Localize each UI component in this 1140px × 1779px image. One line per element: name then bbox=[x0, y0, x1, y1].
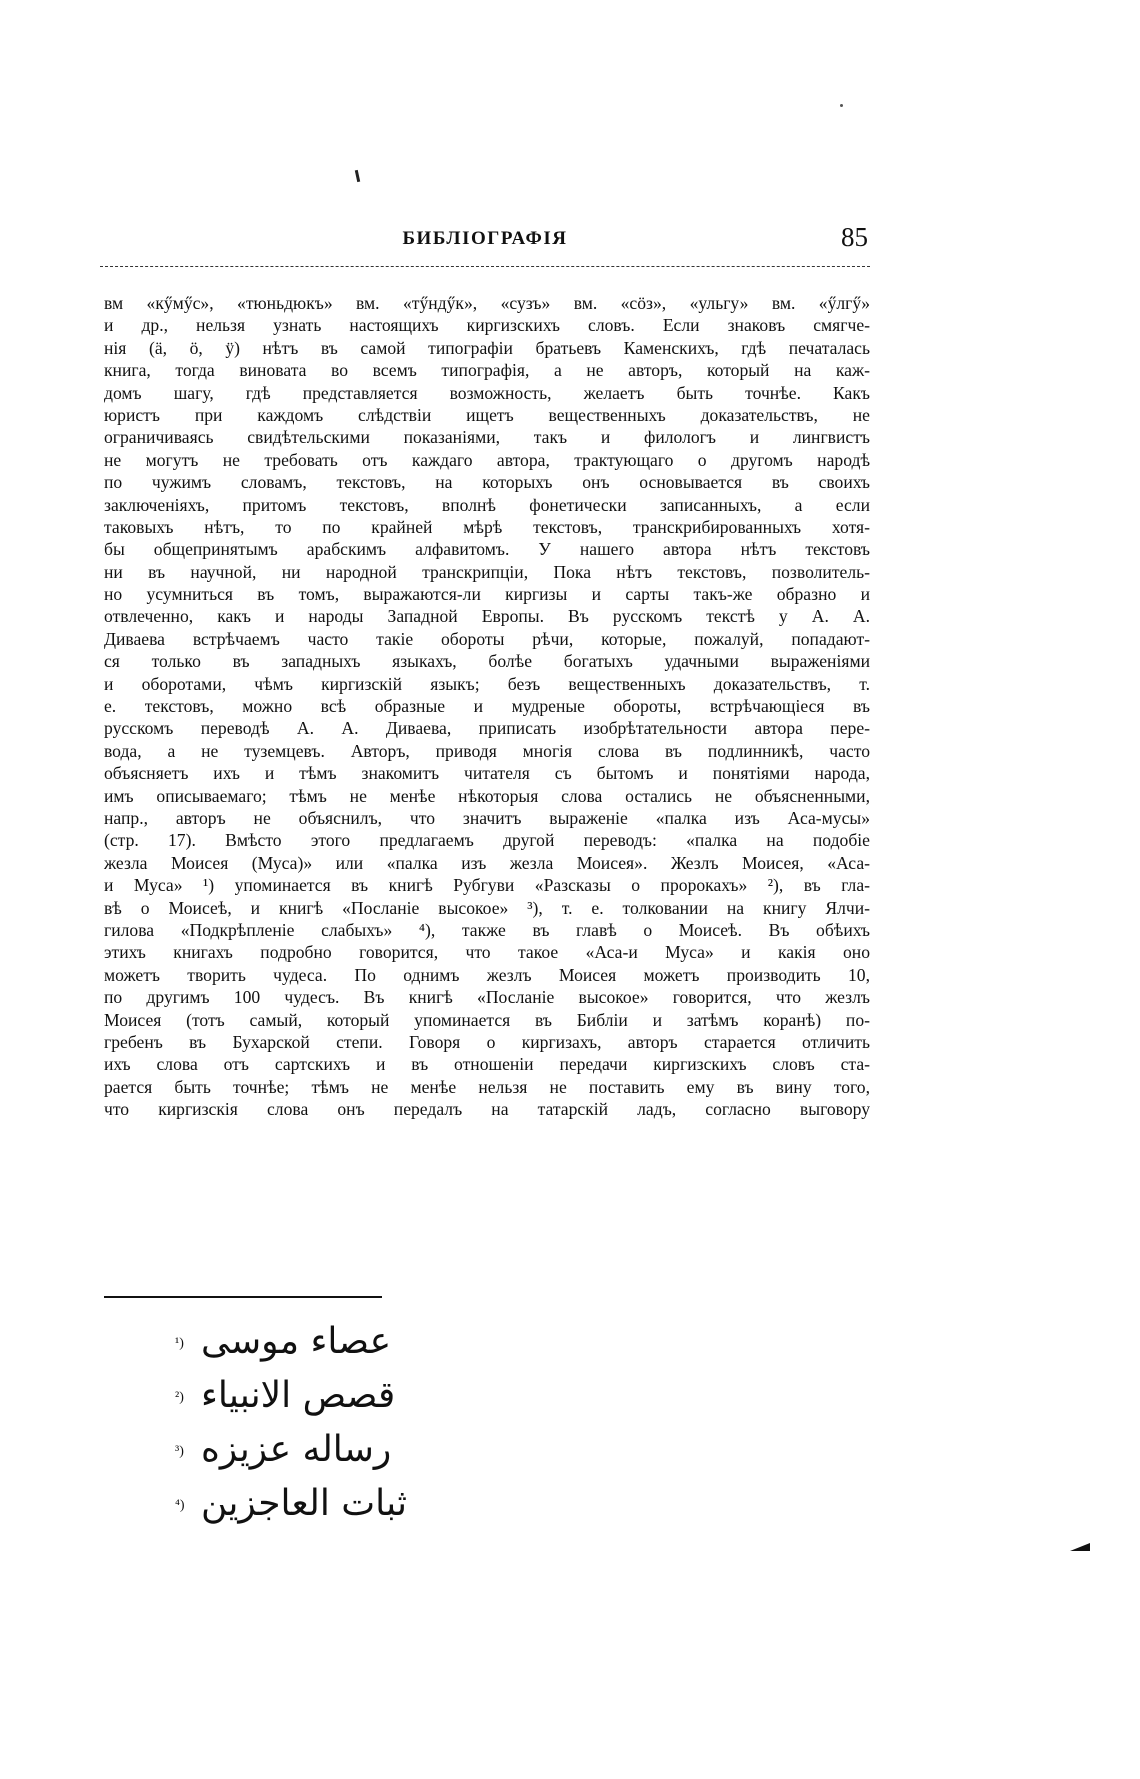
body-line: ихъ слова отъ сартскихъ и въ отношеніи передачи киргизскихъ словъ ста- bbox=[104, 1054, 870, 1075]
body-line: отвлеченно, какъ и народы Западной Европы. Въ русскомъ текстѣ у А. А. bbox=[104, 606, 870, 627]
body-line: и оборотами, чѣмъ киргизскій языкъ; безъ вещественныхъ доказательствъ, т. bbox=[104, 673, 870, 694]
body-line: и Муса» ¹) упоминается въ книгѣ Рубгуви «Разсказы о пророкахъ» ²), въ гла- bbox=[104, 875, 870, 896]
body-line: заключеніяхъ, притомъ текстовъ, вполнѣ фонетически записанныхъ, а если bbox=[104, 494, 870, 515]
footnote-marker: ¹) bbox=[175, 1336, 184, 1351]
footnote-arabic-text: قصص الانبياء bbox=[201, 1375, 396, 1416]
footnote-rule bbox=[104, 1296, 382, 1298]
body-line: рается быть точнѣе; тѣмъ не менѣе нельзя не поставить ему въ вину того, bbox=[104, 1076, 870, 1097]
body-line: книга, тогда виновата во всемъ типографія, а не авторъ, который на каж- bbox=[104, 360, 870, 381]
body-line: по чужимъ словамъ, текстовъ, на которыхъ онъ основывается въ своихъ bbox=[104, 472, 870, 493]
body-line: напр., авторъ не объяснилъ, что значитъ выраженіе «палка изъ Аса-мусы» bbox=[104, 807, 870, 828]
body-line: имъ описываемаго; тѣмъ не менѣе нѣкоторыя слова остались не объясненными, bbox=[104, 785, 870, 806]
scan-speck bbox=[840, 104, 843, 107]
footnote-arabic-text: ثبات العاجزين bbox=[201, 1483, 408, 1524]
body-line: гилова «Подкрѣпленіе слабыхъ» ⁴), также въ главѣ о Моисеѣ. Въ обѣихъ bbox=[104, 919, 870, 940]
body-line: но усумниться въ томъ, выражаются-ли киргизы и сарты такъ-же образно и bbox=[104, 584, 870, 605]
page-corner-mark bbox=[1070, 1543, 1090, 1551]
body-line: нія (ä, ö, ӱ) нѣтъ въ самой типографіи братьевъ Каменскихъ, гдѣ печаталась bbox=[104, 337, 870, 358]
body-line: (стр. 17). Вмѣсто этого предлагаемъ другой переводъ: «палка на подобіе bbox=[104, 830, 870, 851]
body-line: ограничиваясь свидѣтельскими показаніями, такъ и филологъ и лингвистъ bbox=[104, 427, 870, 448]
body-line: русскомъ переводѣ А. А. Диваева, приписать изобрѣтательности автора пере- bbox=[104, 718, 870, 739]
body-line: этихъ книгахъ подробно говорится, что такое «Аса-и Муса» и какія оно bbox=[104, 942, 870, 963]
body-line: гребенъ въ Бухарской степи. Говоря о киргизахъ, авторъ старается отличить bbox=[104, 1031, 870, 1052]
body-line: что киргизскія слова онъ передалъ на татарскій ладъ, согласно выговору bbox=[104, 1099, 870, 1120]
body-line: е. текстовъ, можно всѣ образные и мудреные обороты, встрѣчающіеся въ bbox=[104, 696, 870, 717]
footnote-marker: ⁴) bbox=[175, 1498, 185, 1513]
footnote-marker: ³) bbox=[175, 1444, 184, 1459]
body-line: по другимъ 100 чудесъ. Въ книгѣ «Посланіе высокое» говорится, что жезлъ bbox=[104, 987, 870, 1008]
footnote bbox=[175, 1426, 435, 1480]
body-line: вода, а не туземцевъ. Авторъ, приводя многія слова въ подлинникѣ, часто bbox=[104, 740, 870, 761]
body-line: и др., нельзя узнать настоящихъ киргизскихъ словъ. Если знаковъ смягче- bbox=[104, 315, 870, 336]
body-line: вм «кӳмӳс», «тюньдюкъ» вм. «тӳндӳк», «сузъ» вм. «сӧз», «ульгу» вм. «ӳлгӳ» bbox=[104, 293, 870, 313]
footnote-arabic-text: رساله عزيزه bbox=[201, 1429, 392, 1470]
stray-ink-mark bbox=[355, 170, 360, 182]
body-line: таковыхъ нѣтъ, то по крайней мѣрѣ текстовъ, транскрибированныхъ хотя- bbox=[104, 516, 870, 537]
body-line: ни въ научной, ни народной транскрипціи, Пока нѣтъ текстовъ, позволитель- bbox=[104, 561, 870, 582]
header-rule bbox=[100, 266, 870, 267]
body-line: жезла Моисея (Муса)» или «палка изъ жезла Моисея». Жезлъ Моисея, «Аса- bbox=[104, 852, 870, 873]
footnote bbox=[175, 1480, 435, 1534]
body-line: юристъ при каждомъ слѣдствіи ищетъ вещественныхъ доказательствъ, не bbox=[104, 404, 870, 425]
page-number: 85 bbox=[841, 222, 868, 252]
footnote bbox=[175, 1318, 435, 1372]
page-header bbox=[100, 222, 870, 262]
body-text bbox=[104, 292, 870, 1120]
body-line: не могутъ не требовать отъ каждаго автора, трактующаго о другомъ народѣ bbox=[104, 449, 870, 470]
body-line: бы общепринятымъ арабскимъ алфавитомъ. У нашего автора нѣтъ текстовъ bbox=[104, 539, 870, 560]
body-line: объясняетъ ихъ и тѣмъ знакомитъ читателя съ бытомъ и понятіями народа, bbox=[104, 763, 870, 784]
footnote-marker: ²) bbox=[175, 1390, 184, 1405]
footnote-arabic-text: عصاء موسى bbox=[201, 1321, 392, 1362]
body-line: Диваева встрѣчаемъ часто такіе обороты рѣчи, которые, пожалуй, попадают- bbox=[104, 628, 870, 649]
body-line: Моисея (тотъ самый, который упоминается въ Библіи и затѣмъ коранѣ) по- bbox=[104, 1009, 870, 1030]
footnote bbox=[175, 1372, 435, 1426]
footnotes bbox=[175, 1318, 435, 1534]
body-line: домъ шагу, гдѣ представляется возможность, желаетъ быть точнѣе. Какъ bbox=[104, 382, 870, 403]
body-line: вѣ о Моисеѣ, и книгѣ «Посланіе высокое» ³), т. е. толковании на книгу Ялчи- bbox=[104, 897, 870, 918]
body-line: ся только въ западныхъ языкахъ, болѣе богатыхъ удачными выраженіями bbox=[104, 651, 870, 672]
body-line: можетъ творить чудеса. По однимъ жезлъ Моисея можетъ производить 10, bbox=[104, 964, 870, 985]
running-title: БИБЛІОГРАФІЯ bbox=[402, 228, 568, 249]
